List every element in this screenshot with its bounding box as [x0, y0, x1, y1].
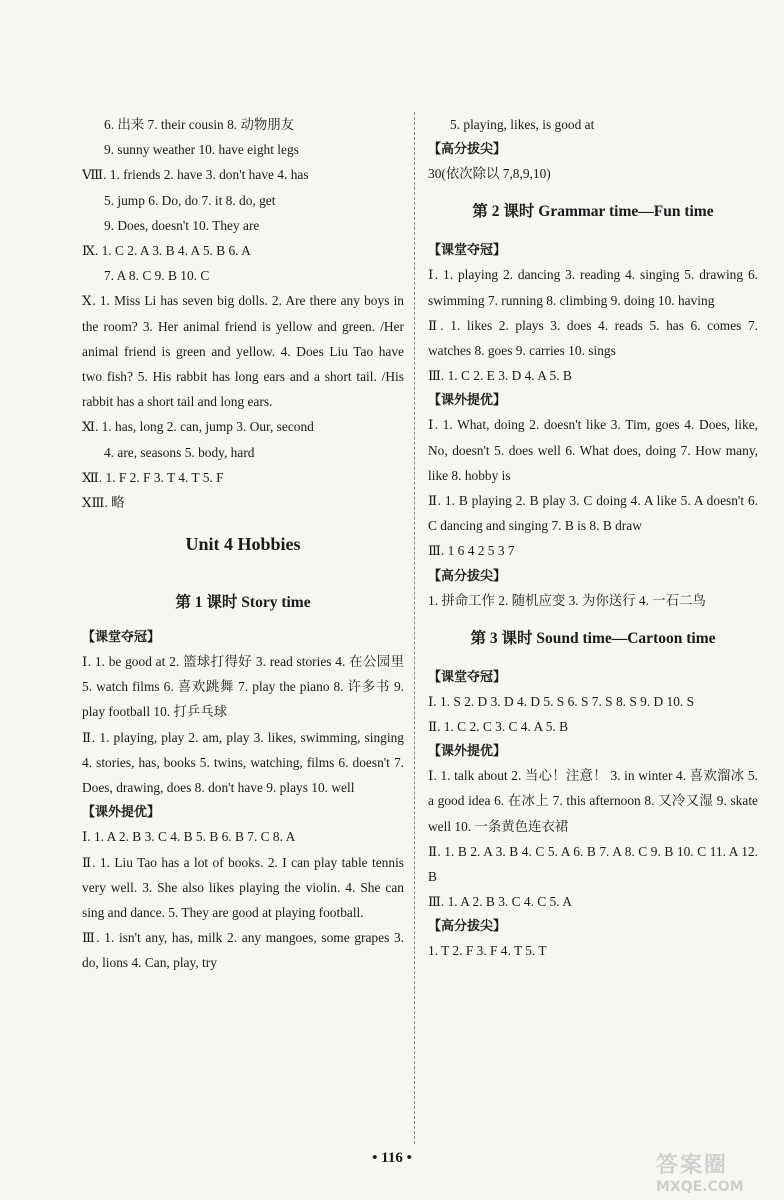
- watermark-url: MXQE.COM: [656, 1179, 744, 1195]
- column-divider: [414, 112, 415, 1144]
- answer-line: 5. playing, likes, is good at: [450, 117, 595, 132]
- section-heading: 【高分拔尖】: [428, 918, 507, 934]
- answer-paragraph: Ⅱ. 1. playing, play 2. am, play 3. likes, swimming, singing 4. stories, has, books 5. twins, watching, films 6. doesn't 7. Does, drawing, does 8. don't have 9. plays 10. well: [82, 729, 404, 796]
- answer-paragraph: Ⅱ. 1. likes 2. plays 3. does 4. reads 5. has 6. comes 7. watches 8. goes 9. carries 10. sings: [428, 317, 758, 358]
- answer-line: ⅩⅢ. 略: [82, 494, 125, 510]
- answer-paragraph: Ⅱ. 1. B playing 2. B play 3. C doing 4. A like 5. A doesn't 6. C dancing and singing 7. B is 8. B draw: [428, 492, 758, 534]
- unit-title: Unit 4 Hobbies: [185, 534, 301, 555]
- answer-line: Ⅺ. 1. has, long 2. can, jump 3. Our, second: [82, 419, 314, 435]
- answer-line: Ⅲ. 1. C 2. E 3. D 4. A 5. B: [428, 368, 572, 384]
- answer-line: 1. T 2. F 3. F 4. T 5. T: [428, 943, 547, 959]
- answer-paragraph: Ⅰ. 1. be good at 2. 篮球打得好 3. read stories 4. 在公园里 5. watch films 6. 喜欢跳舞 7. play the piano 8. 许多书 9. play football 10. 打乒乓球: [82, 654, 404, 720]
- section-heading: 【课外提优】: [428, 392, 507, 408]
- site-watermark: [656, 1148, 774, 1194]
- answer-line: 4. are, seasons 5. body, hard: [104, 444, 255, 460]
- lesson-title: 第 3 课时 Sound time—Cartoon time: [470, 629, 716, 647]
- section-heading: 【课堂夺冠】: [428, 242, 507, 258]
- section-heading: 【课外提优】: [428, 743, 507, 759]
- answer-line: Ⅱ. 1. C 2. C 3. C 4. A 5. B: [428, 718, 569, 734]
- answer-paragraph: Ⅲ. 1. isn't any, has, milk 2. any mangoes, some grapes 3. do, lions 4. Can, play, try: [82, 930, 404, 971]
- answer-line: 9. sunny weather 10. have eight legs: [104, 142, 299, 158]
- left-column: [82, 112, 404, 976]
- answer-line: Ⅷ. 1. friends 2. have 3. don't have 4. has: [82, 167, 309, 183]
- page-number: • 116 •: [372, 1150, 412, 1166]
- watermark-logo-text: 答案圈: [656, 1153, 729, 1178]
- right-column: [428, 112, 758, 964]
- answer-line: Ⅲ. 1. A 2. B 3. C 4. C 5. A: [428, 894, 572, 910]
- lesson-title: 第 2 课时 Grammar time—Fun time: [472, 203, 714, 221]
- answer-line: 7. A 8. C 9. B 10. C: [104, 268, 210, 284]
- lesson-title: 第 1 课时 Story time: [175, 594, 311, 612]
- answer-paragraph: Ⅰ. 1. playing 2. dancing 3. reading 4. singing 5. drawing 6. swimming 7. running 8. climbing 9. doing 10. having: [428, 267, 758, 308]
- answer-line: Ⅲ. 1 6 4 2 5 3 7: [428, 543, 515, 559]
- answer-line: Ⅻ. 1. F 2. F 3. T 4. T 5. F: [82, 469, 224, 485]
- answer-line: Ⅸ. 1. C 2. A 3. B 4. A 5. B 6. A: [82, 242, 251, 258]
- answer-paragraph: Ⅰ. 1. What, doing 2. doesn't like 3. Tim, goes 4. Does, like, No, doesn't 5. does well 6. What does, doing 7. How many, like 8. hobby is: [428, 417, 758, 483]
- section-heading: 【高分拔尖】: [428, 141, 507, 157]
- answer-paragraph: Ⅹ. 1. Miss Li has seven big dolls. 2. Are there any boys in the room? 3. Her animal friend is yellow and green. /Her animal friend is green and yellow. 4. Does Liu Tao have two fish? 5. His rabbit has long ears and a short tail. /His rabbit has a short tail and long ears.: [82, 293, 404, 410]
- answer-line: 9. Does, doesn't 10. They are: [104, 217, 260, 233]
- answer-paragraph: Ⅱ. 1. Liu Tao has a lot of books. 2. I can play table tennis very well. 3. She also likes playing the violin. 4. She can sing and dance. 5. They are good at playing football.: [82, 854, 404, 920]
- answer-line: 30(依次除以 7,8,9,10): [428, 166, 551, 182]
- answer-paragraph: 1. 拼命工作 2. 随机应变 3. 为你送行 4. 一石二鸟: [428, 592, 706, 608]
- answer-paragraph: Ⅱ. 1. B 2. A 3. B 4. C 5. A 6. B 7. A 8. C 9. B 10. C 11. A 12. B: [428, 843, 758, 884]
- answer-paragraph: Ⅰ. 1. A 2. B 3. C 4. B 5. B 6. B 7. C 8. A: [82, 829, 296, 845]
- section-heading: 【课堂夺冠】: [82, 629, 161, 645]
- section-heading: 【课外提优】: [82, 804, 161, 820]
- answer-paragraph: Ⅰ. 1. talk about 2. 当心！注意！ 3. in winter 4. 喜欢溜冰 5. a good idea 6. 在冰上 7. this afternoon 8. 又冷又湿 9. skate well 10. 一条黄色连衣裙: [428, 768, 758, 834]
- answer-line: 6. 出来 7. their cousin 8. 动物朋友: [104, 117, 295, 132]
- section-heading: 【高分拔尖】: [428, 567, 507, 583]
- answer-line: 5. jump 6. Do, do 7. it 8. do, get: [104, 192, 276, 208]
- section-heading: 【课堂夺冠】: [428, 668, 507, 684]
- answer-paragraph: Ⅰ. 1. S 2. D 3. D 4. D 5. S 6. S 7. S 8. S 9. D 10. S: [428, 693, 695, 709]
